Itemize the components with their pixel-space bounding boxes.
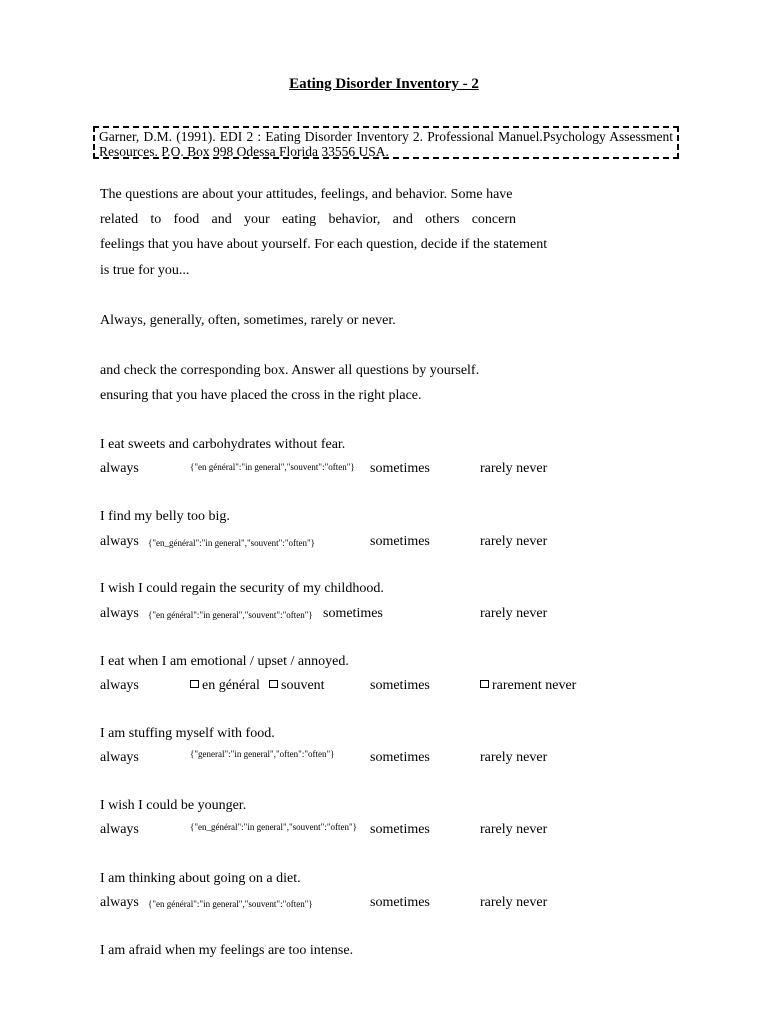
question-6: I wish I could be younger. bbox=[100, 798, 247, 813]
option-rarely-never[interactable]: rarely never bbox=[480, 822, 548, 837]
answer-row-4 bbox=[100, 678, 660, 698]
question-7: I am thinking about going on a diet. bbox=[100, 871, 301, 886]
option-sometimes[interactable]: sometimes bbox=[370, 750, 430, 765]
checkbox-icon[interactable] bbox=[480, 680, 489, 688]
option-rarely-never[interactable]: rarely never bbox=[480, 895, 548, 910]
option-middle[interactable]: {"general":"in general","often":"often"} bbox=[190, 749, 335, 759]
option-sometimes[interactable]: sometimes bbox=[370, 678, 430, 693]
option-middle[interactable]: {"en_général":"in general","souvent":"often"} bbox=[148, 538, 315, 548]
instructions-line-2: ensuring that you have placed the cross in the right place. bbox=[100, 388, 422, 403]
answer-row-6 bbox=[100, 822, 660, 842]
option-always[interactable]: always bbox=[100, 461, 139, 476]
answer-row-2 bbox=[100, 534, 660, 554]
intro-line-1: The questions are about your attitudes, feelings, and behavior. Some have bbox=[100, 187, 513, 202]
option-always[interactable]: always bbox=[100, 606, 139, 621]
intro-line-4: is true for you... bbox=[100, 263, 190, 278]
option-always[interactable]: always bbox=[100, 895, 139, 910]
option-souvent[interactable]: souvent bbox=[269, 678, 325, 694]
scale-text: Always, generally, often, sometimes, rarely or never. bbox=[100, 313, 396, 328]
option-sometimes[interactable]: sometimes bbox=[370, 895, 430, 910]
question-8: I am afraid when my feelings are too intense. bbox=[100, 943, 354, 958]
option-sometimes[interactable]: sometimes bbox=[370, 534, 430, 549]
question-3: I wish I could regain the security of my childhood. bbox=[100, 581, 384, 596]
answer-row-7 bbox=[100, 895, 660, 915]
question-1: I eat sweets and carbohydrates without fear. bbox=[100, 437, 346, 452]
option-sometimes[interactable]: sometimes bbox=[323, 606, 383, 621]
option-middle[interactable]: {"en général":"in general","souvent":"often"} bbox=[190, 462, 355, 472]
option-rarement-never[interactable]: rarement never bbox=[480, 678, 576, 694]
question-4: I eat when I am emotional / upset / annoyed. bbox=[100, 654, 349, 669]
intro-line-2: related to food and your eating behavior, and others concern bbox=[100, 212, 516, 227]
option-rarely-never[interactable]: rarely never bbox=[480, 750, 548, 765]
question-2: I find my belly too big. bbox=[100, 509, 230, 524]
option-sometimes[interactable]: sometimes bbox=[370, 822, 430, 837]
option-middle[interactable]: {"en_général":"in general","souvent":"often"} bbox=[190, 822, 357, 832]
option-always[interactable]: always bbox=[100, 750, 139, 765]
option-rarely-never[interactable]: rarely never bbox=[480, 534, 548, 549]
option-always[interactable]: always bbox=[100, 822, 139, 837]
option-always[interactable]: always bbox=[100, 678, 139, 693]
option-middle[interactable]: {"en général":"in general","souvent":"often"} bbox=[148, 610, 313, 620]
option-rarely-never[interactable]: rarely never bbox=[480, 461, 548, 476]
intro-line-3: feelings that you have about yourself. For each question, decide if the statement bbox=[100, 237, 548, 252]
option-always[interactable]: always bbox=[100, 534, 139, 549]
instructions-line-1: and check the corresponding box. Answer all questions by yourself. bbox=[100, 363, 480, 378]
citation-box: Garner, D.M. (1991). EDI 2 : Eating Disorder Inventory 2. Professional Manuel.Psychology Assessment Resources. P.O. Box 998 Odessa Florida 33556 USA. bbox=[93, 126, 679, 159]
option-en-general[interactable]: en général bbox=[190, 678, 260, 694]
option-rarely-never[interactable]: rarely never bbox=[480, 606, 548, 621]
option-middle[interactable]: {"en général":"in general","souvent":"often"} bbox=[148, 899, 313, 909]
checkbox-icon[interactable] bbox=[269, 680, 278, 688]
checkbox-icon[interactable] bbox=[190, 680, 199, 688]
answer-row-5 bbox=[100, 750, 660, 770]
answer-row-1 bbox=[100, 461, 660, 481]
document-title: Eating Disorder Inventory - 2 bbox=[289, 76, 479, 92]
question-5: I am stuffing myself with food. bbox=[100, 726, 275, 741]
answer-row-3 bbox=[100, 606, 660, 626]
option-sometimes[interactable]: sometimes bbox=[370, 461, 430, 476]
